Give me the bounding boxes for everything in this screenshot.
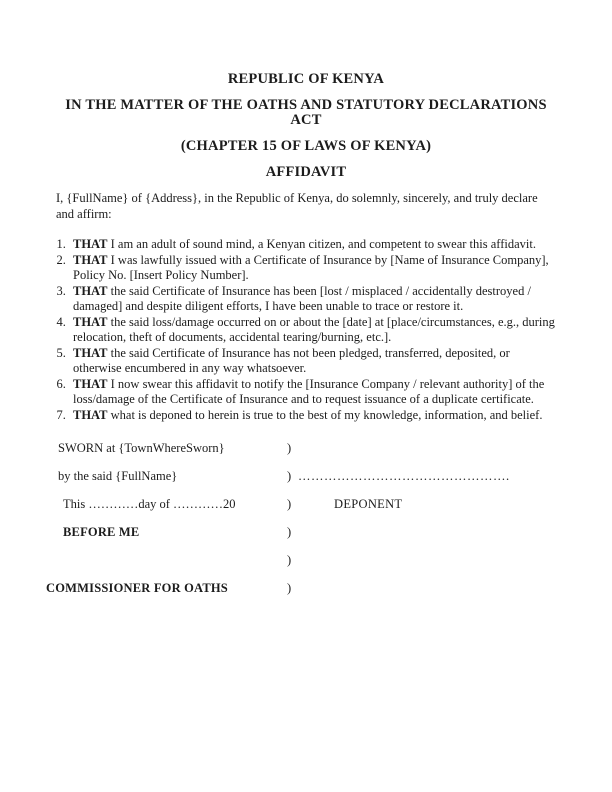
closing-paren: ) <box>287 497 292 511</box>
clause-lead: THAT <box>73 237 108 251</box>
clause-list <box>56 237 556 423</box>
clause-lead: THAT <box>73 314 108 329</box>
clause-item <box>69 253 556 284</box>
signature-line: …………………………………………. <box>298 469 510 483</box>
intro-paragraph: I, {FullName} of {Address}, in the Republic of Kenya, do solemnly, sincerely, and truly declare and affirm: <box>56 191 538 221</box>
clause-lead: THAT <box>73 376 108 391</box>
jurat-left-text: COMMISSIONER FOR OATHS <box>46 581 228 595</box>
clause-text: the said Certificate of Insurance has not been pledged, transferred, deposited, or otherwise encumbered in any way whatsoever. <box>73 345 510 375</box>
document-header <box>56 72 556 180</box>
jurat-row <box>56 497 556 513</box>
clause-text: I am an adult of sound mind, a Kenyan citizen, and competent to swear this affidavit. <box>107 237 536 251</box>
clause-text: I now swear this affidavit to notify the [Insurance Company / relevant authority] of the loss/damage of the Certificate of Insurance and to request issuance of a duplicate certificate. <box>73 376 545 406</box>
header-oaths-act: IN THE MATTER OF THE OATHS AND STATUTORY DECLARATIONS ACT <box>65 97 547 128</box>
closing-paren: ) <box>287 553 292 567</box>
jurat-left-text: by the said {FullName} <box>58 469 178 483</box>
jurat-row <box>46 581 556 597</box>
header-chapter: (CHAPTER 15 OF LAWS OF KENYA) <box>180 138 432 154</box>
clause-text: the said loss/damage occurred on or about the [date] at [place/circumstances, e.g., during relocation, theft of documents, accidental tearing/burning, etc.]. <box>73 314 555 344</box>
deponent-label: DEPONENT <box>334 497 403 511</box>
closing-paren: ) <box>287 525 292 539</box>
clause-text: the said Certificate of Insurance has been [lost / misplaced / accidentally destroyed / damaged] and despite diligent efforts, I have been unable to trace or restore it. <box>73 283 531 313</box>
closing-paren: ) <box>287 441 292 455</box>
clause-lead: THAT <box>73 283 108 298</box>
closing-paren: ) <box>287 581 292 595</box>
clause-lead: THAT <box>73 252 108 267</box>
jurat-left-text: This …………day of …………20 <box>63 497 236 511</box>
clause-item <box>69 377 556 408</box>
header-republic-of-kenya: REPUBLIC OF KENYA <box>227 71 385 87</box>
header-affidavit-title: AFFIDAVIT <box>265 164 347 180</box>
clause-text: I was lawfully issued with a Certificate of Insurance by [Name of Insurance Company], Policy No. [Insert Policy Number]. <box>73 252 549 282</box>
clause-item <box>69 284 556 315</box>
clause-lead: THAT <box>73 345 108 360</box>
clause-lead: THAT <box>73 407 108 422</box>
closing-paren: ) <box>287 469 292 483</box>
clause-item <box>69 315 556 346</box>
clause-item <box>69 408 556 424</box>
clause-item <box>69 346 556 377</box>
jurat-row <box>56 553 556 569</box>
jurat-row <box>56 441 556 457</box>
clause-item <box>69 237 556 253</box>
jurat-left-text: BEFORE ME <box>63 525 140 539</box>
clause-text: what is deponed to herein is true to the best of my knowledge, information, and belief. <box>107 407 543 422</box>
jurat-row <box>56 469 556 485</box>
jurat-row <box>56 525 556 541</box>
jurat-left-text: SWORN at {TownWhereSworn} <box>58 441 225 455</box>
jurat-section <box>46 441 556 597</box>
